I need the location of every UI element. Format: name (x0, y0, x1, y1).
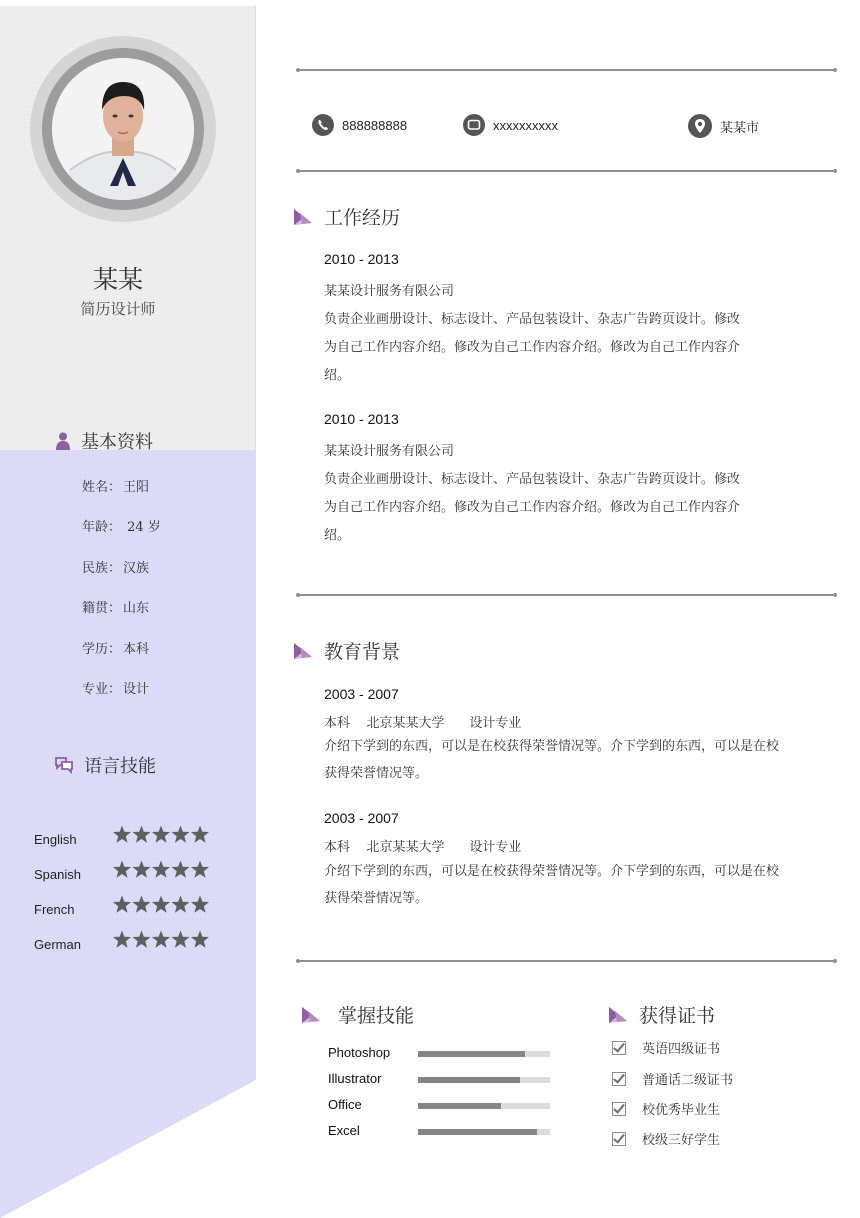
info-row: 民族： 汉族 (82, 561, 150, 576)
location-pin-icon (688, 114, 712, 138)
certificate-label: 校优秀毕业生 (642, 1103, 721, 1118)
star-icon (152, 896, 170, 913)
star-icon (171, 896, 189, 913)
certificate-label: 普通话二级证书 (642, 1073, 734, 1088)
star-icon (191, 896, 209, 913)
skill-bar-track (418, 1077, 550, 1083)
skill-bar-fill (418, 1051, 525, 1057)
certificate-item (612, 1129, 720, 1148)
skill-name: Office (328, 1097, 362, 1112)
triangle-bullet-icon (607, 1005, 629, 1025)
certificate-item (612, 1069, 733, 1088)
avatar-photo (52, 58, 194, 200)
language-row (34, 830, 234, 850)
contact-phone: 888888888 (312, 114, 407, 136)
languages-heading: 语言技能 (54, 752, 156, 778)
skill-row (328, 1097, 550, 1115)
star-icon (191, 931, 209, 948)
education-school: 本科 北京某某大学 设计专业 (324, 840, 522, 855)
person-title: 简历设计师 (80, 300, 156, 318)
skill-bar-track (418, 1103, 550, 1109)
skill-bar-fill (418, 1129, 537, 1135)
skill-name: Excel (328, 1123, 360, 1138)
skill-name: Illustrator (328, 1071, 382, 1086)
star-icon (132, 931, 150, 948)
certificate-item (612, 1099, 720, 1118)
skill-bar-track (418, 1051, 550, 1057)
certificates-heading: 获得证书 (607, 1001, 715, 1028)
checkbox-checked-icon (612, 1072, 626, 1086)
avatar-ring (30, 36, 216, 222)
work-company: 某某设计服务有限公司 (324, 444, 455, 459)
skill-bar-fill (418, 1103, 501, 1109)
work-heading: 工作经历 (292, 203, 400, 230)
star-icon (132, 826, 150, 843)
star-icon (132, 896, 150, 913)
language-name: French (34, 902, 75, 917)
education-school: 本科 北京某某大学 设计专业 (324, 716, 522, 731)
message-icon (463, 114, 485, 136)
work-company: 某某设计服务有限公司 (324, 284, 455, 299)
work-period: 2010 - 2013 (324, 411, 399, 427)
education-period: 2003 - 2007 (324, 686, 399, 702)
star-icon (171, 931, 189, 948)
work-period: 2010 - 2013 (324, 251, 399, 267)
chat-bubbles-icon (54, 756, 74, 774)
info-row: 籍贯： 山东 (82, 601, 150, 616)
person-name: 某某 (92, 265, 143, 294)
divider (298, 594, 835, 596)
info-row: 专业： 设计 (82, 682, 150, 697)
phone-icon (312, 114, 334, 136)
language-name: English (34, 832, 77, 847)
rating-stars (112, 894, 212, 916)
star-icon (113, 931, 131, 948)
star-icon (191, 826, 209, 843)
rating-stars (112, 824, 212, 846)
info-row: 学历： 本科 (82, 642, 150, 657)
certificate-label: 英语四级证书 (642, 1042, 721, 1057)
basic-info-heading: 基本资料 (55, 428, 153, 454)
star-icon (132, 861, 150, 878)
certificate-item (612, 1038, 720, 1057)
language-name: German (34, 937, 81, 952)
star-icon (113, 826, 131, 843)
checkbox-checked-icon (612, 1102, 626, 1116)
education-description: 介绍下学到的东西，可以是在校获得荣誉情况等。介下学到的东西，可以是在校获得荣誉情况等。 (324, 864, 780, 906)
skill-row (328, 1123, 550, 1141)
divider (298, 170, 835, 172)
star-icon (152, 826, 170, 843)
rating-stars (112, 859, 212, 881)
star-icon (152, 861, 170, 878)
skill-bar-fill (418, 1077, 520, 1083)
work-description: 负责企业画册设计、标志设计、产品包装设计、杂志广告跨页设计。修改为自己工作内容介绍。修改为自己工作内容介绍。修改为自己工作内容介绍。 (324, 312, 741, 383)
work-description: 负责企业画册设计、标志设计、产品包装设计、杂志广告跨页设计。修改为自己工作内容介绍。修改为自己工作内容介绍。修改为自己工作内容介绍。 (324, 472, 741, 543)
skills-heading: 掌握技能 (300, 1001, 414, 1028)
rating-stars (112, 929, 212, 951)
skill-name: Photoshop (328, 1045, 391, 1060)
skill-bar-track (418, 1129, 550, 1135)
skill-row (328, 1045, 550, 1063)
education-heading: 教育背景 (292, 637, 400, 664)
star-icon (191, 861, 209, 878)
triangle-bullet-icon (292, 641, 314, 661)
checkbox-checked-icon (612, 1041, 626, 1055)
contact-location: 某某市 (688, 114, 759, 138)
triangle-bullet-icon (300, 1005, 322, 1025)
language-row (34, 865, 234, 885)
divider (298, 69, 835, 71)
language-row (34, 935, 234, 955)
info-row: 姓名： 王阳 (82, 480, 150, 495)
person-icon (55, 432, 71, 450)
star-icon (152, 931, 170, 948)
triangle-bullet-icon (292, 207, 314, 227)
checkbox-checked-icon (612, 1132, 626, 1146)
language-name: Spanish (34, 867, 81, 882)
divider (298, 960, 835, 962)
star-icon (171, 861, 189, 878)
contact-wechat: xxxxxxxxxx (463, 114, 558, 136)
star-icon (113, 896, 131, 913)
star-icon (171, 826, 189, 843)
language-row (34, 900, 234, 920)
education-description: 介绍下学到的东西，可以是在校获得荣誉情况等。介下学到的东西，可以是在校获得荣誉情况等。 (324, 739, 780, 781)
certificate-label: 校级三好学生 (642, 1133, 721, 1148)
star-icon (113, 861, 131, 878)
info-row: 年龄： 24 岁 (82, 520, 161, 535)
education-period: 2003 - 2007 (324, 810, 399, 826)
skill-row (328, 1071, 550, 1089)
